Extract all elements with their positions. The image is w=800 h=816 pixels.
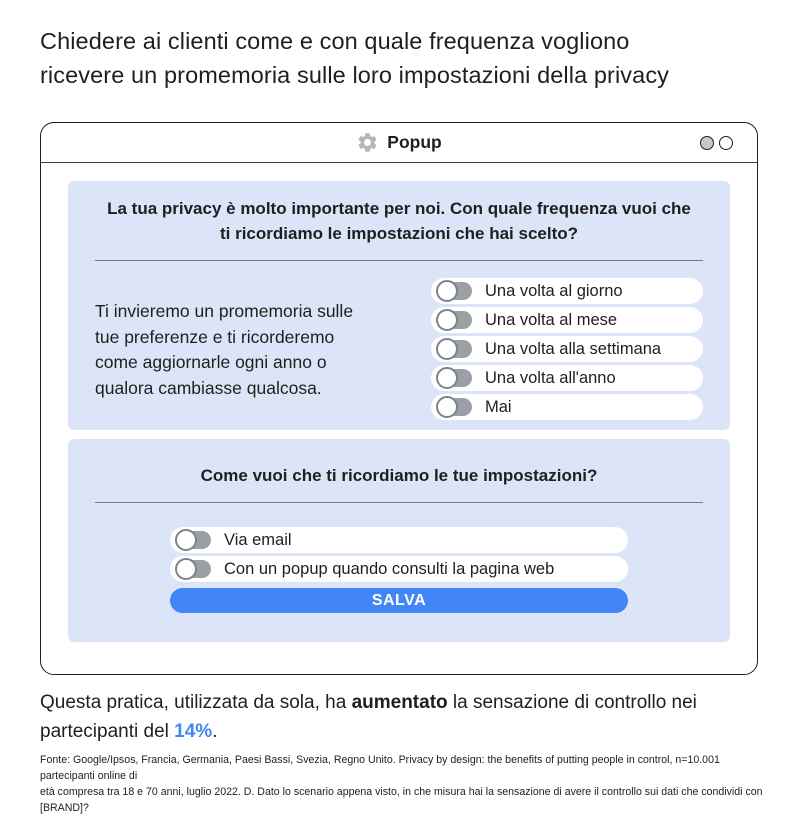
option-label: Una volta al mese [485,310,618,329]
gear-icon [356,131,379,154]
option-label: Mai [485,397,512,416]
channel-panel [68,439,730,642]
option-row-weekly[interactable] [431,336,703,362]
page-title-line1: Chiedere ai clienti come e con quale frequenza vogliono [40,28,630,54]
toggle-switch-yearly[interactable] [438,369,472,387]
reminder-description-line3: come aggiornarle ogni anno o [95,352,327,372]
conclusion-part2: la sensazione di controllo nei partecipanti del [40,692,697,742]
toggle-knob [436,396,458,418]
reminder-description [95,278,420,401]
toggle-switch-weekly[interactable] [438,340,472,358]
reminder-description-line1: Ti invieremo un promemoria sulle [95,301,354,321]
frequency-question-line2: vuoi che ti ricordiamo le impostazioni che hai scelto? [219,199,691,243]
window-title: Popup [387,132,442,152]
reminder-description-line2: tue preferenze e ti ricorderemo [95,326,335,347]
option-label: Una volta alla settimana [485,339,662,358]
conclusion-part1: Questa pratica, utilizzata da sola, ha [40,692,352,713]
save-button[interactable]: SALVA [170,588,628,613]
reminder-description-line4: qualora cambiasse qualcosa. [95,377,322,398]
toggle-knob [175,529,197,551]
toggle-knob [175,558,197,580]
option-row-email[interactable] [170,527,628,553]
toggle-knob [436,280,458,302]
option-label: Una volta al giorno [485,281,623,300]
option-row-daily[interactable] [431,278,703,304]
toggle-knob [436,367,458,389]
divider [95,502,703,503]
source-footnote-line2: età compresa tra 18 e 70 anni, luglio 2022. D. Dato lo scenario appena visto, in che misura hai la sensazione di avere il controllo sui dati che condividi con [BRAND]? [40,786,763,814]
toggle-switch-monthly[interactable] [438,311,472,329]
window-titlebar [41,123,757,163]
option-label: Una volta all'anno [485,368,616,387]
frequency-panel-content [68,261,730,420]
conclusion-text [40,689,770,746]
page-title-line2: ricevere un promemoria sulle loro impostazioni della privacy [40,62,670,88]
frequency-question [68,181,730,246]
option-row-never[interactable] [431,394,703,420]
toggle-switch-never[interactable] [438,398,472,416]
frequency-options-list [431,278,703,420]
toggle-knob [436,338,458,360]
window-controls [700,136,733,150]
toggle-switch-daily[interactable] [438,282,472,300]
frequency-panel [68,181,730,430]
window-control-filled-circle[interactable] [700,136,714,150]
option-label: Via email [224,530,292,549]
toggle-switch-email[interactable] [177,531,211,549]
conclusion-part3: . [212,720,218,742]
popup-window [40,122,758,675]
channel-question: Come vuoi che ti ricordiamo le tue impostazioni? [200,466,598,485]
channel-options-list [170,527,628,582]
frequency-question-line1: La tua privacy è molto importante per noi. Con quale frequenza [107,199,618,218]
source-footnote-line1: Fonte: Google/Ipsos, Francia, Germania, Paesi Bassi, Svezia, Regno Unito. Privacy by design: the benefits of putting people in control, n=10.001 partecipanti online di [40,754,720,782]
option-label: Con un popup quando consulti la pagina web [224,559,555,578]
page-title [40,24,750,92]
conclusion-percentage: 14% [174,720,213,742]
source-footnote [40,752,765,816]
toggle-switch-popup[interactable] [177,560,211,578]
option-row-popup[interactable] [170,556,628,582]
window-control-outline-circle[interactable] [719,136,733,150]
toggle-knob [436,309,458,331]
option-row-yearly[interactable] [431,365,703,391]
conclusion-bold: aumentato [351,692,448,713]
option-row-monthly[interactable] [431,307,703,333]
